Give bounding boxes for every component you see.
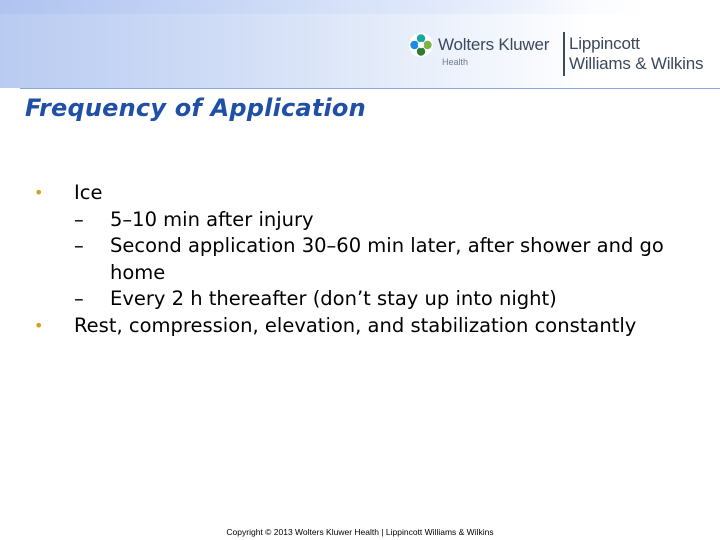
sub-marker: – [74, 287, 84, 310]
logo-division: Health [442, 57, 469, 67]
sub-item [74, 233, 710, 286]
sub-item [74, 286, 710, 313]
top-strip [0, 0, 720, 14]
bullet-item-rest [30, 313, 710, 340]
logo-company-name: Wolters Kluwer [438, 35, 550, 54]
sub-item [74, 207, 710, 234]
logo-separator [563, 32, 565, 76]
sub-item-text: Second application 30–60 min later, after shower and go home [110, 234, 664, 284]
sub-marker: – [74, 234, 84, 257]
wolters-kluwer-globe-icon [408, 32, 434, 58]
title-divider [20, 88, 720, 89]
logo-imprint-line1: Lippincott [569, 34, 640, 53]
bullet-text: Ice [74, 181, 103, 204]
bullet-marker: • [34, 315, 44, 335]
sub-item-text: Every 2 h thereafter (don’t stay up into night) [110, 287, 557, 310]
slide-body [30, 180, 710, 339]
sub-marker: – [74, 207, 84, 231]
logo-imprint-line2: Williams & Wilkins [569, 54, 704, 73]
bullet-marker: • [34, 183, 44, 202]
publisher-logo [406, 30, 718, 80]
slide-title: Frequency of Application [25, 94, 366, 122]
bullet-item-ice [30, 180, 710, 313]
bullet-text: Rest, compression, elevation, and stabilization constantly [74, 313, 637, 337]
copyright-footer: Copyright © 2013 Wolters Kluwer Health | Lippincott Williams & Wilkins [226, 527, 494, 537]
sub-item-text: 5–10 min after injury [110, 207, 314, 231]
